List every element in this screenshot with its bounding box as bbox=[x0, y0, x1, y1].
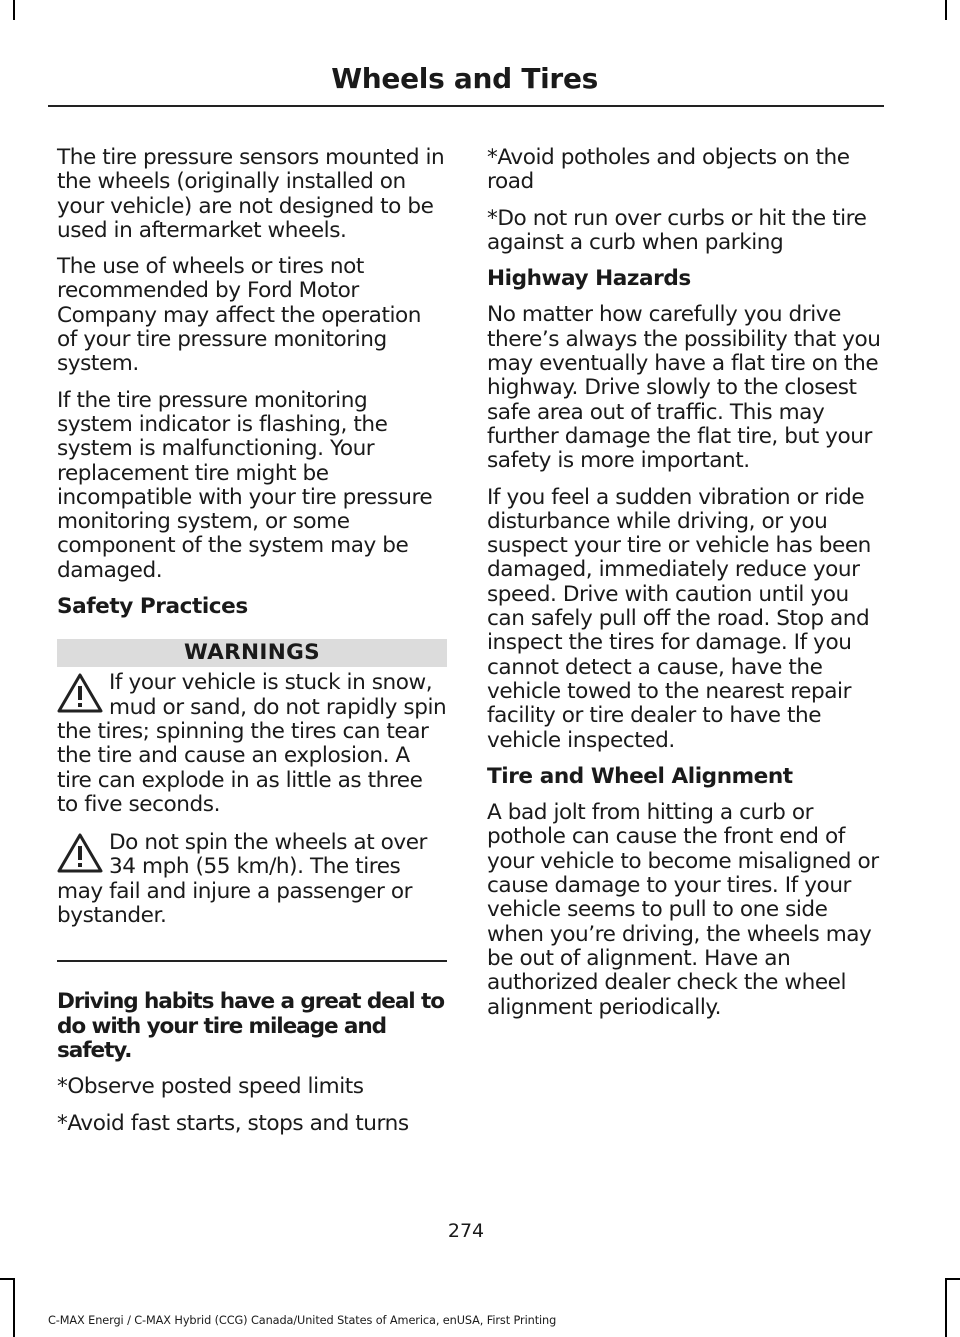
warnings-end-divider bbox=[57, 960, 447, 962]
non-recommended-tires-paragraph: The use of wheels or tires not recommended by Ford Motor Company may affect the operation of your tire pressure monitoring system. bbox=[57, 254, 422, 377]
right-column bbox=[487, 146, 882, 1032]
driving-habits-heading: Driving habits have a great deal to do with your tire mileage and safety. bbox=[57, 989, 444, 1063]
crop-mark-bottom-left-horizontal bbox=[0, 1278, 15, 1280]
warning-wheel-spin-speed-text: Do not spin the wheels at over 34 mph (55 km/h). The tires may fail and injure a passenger or bystander. bbox=[57, 830, 427, 929]
habit-fast-starts: *Avoid fast starts, stops and turns bbox=[57, 1110, 409, 1136]
habit-curbs: *Do not run over curbs or hit the tire against a curb when parking bbox=[487, 205, 867, 255]
header-divider bbox=[48, 105, 884, 107]
warning-triangle-icon bbox=[57, 673, 103, 713]
crop-mark-top-left-vertical bbox=[13, 0, 15, 20]
habit-potholes: *Avoid potholes and objects on the road bbox=[487, 145, 850, 195]
page-number: 274 bbox=[447, 1220, 485, 1242]
document-footer: C-MAX Energi / C-MAX Hybrid (CCG) Canada/United States of America, enUSA, First Printing bbox=[48, 1314, 557, 1327]
warning-wheel-spin-speed bbox=[57, 831, 447, 928]
crop-mark-bottom-left-vertical bbox=[13, 1280, 15, 1337]
highway-hazards-heading: Highway Hazards bbox=[487, 266, 691, 292]
warning-stuck-vehicle-text: If your vehicle is stuck in snow, mud or sand, do not rapidly spin the tires; spinning the tires can tear the tire and cause an explosion. A tire can explode in as little as three to five seconds. bbox=[57, 670, 447, 817]
sensor-compatibility-paragraph: The tire pressure sensors mounted in the wheels (originally installed on your vehicle) are not designed to be used in aftermarket wheels. bbox=[57, 145, 445, 243]
safety-practices-heading: Safety Practices bbox=[57, 594, 248, 620]
alignment-paragraph: A bad jolt from hitting a curb or pothole can cause the front end of your vehicle to become misaligned or cause damage to your tires. If your vehicle seems to pull to one side when you’re driving, the wheels may be out of alignment. Have an authorized dealer check the wheel alignment periodically. bbox=[487, 800, 879, 1020]
section-title: Wheels and Tires bbox=[331, 62, 598, 95]
crop-mark-bottom-right-horizontal bbox=[945, 1278, 960, 1280]
crop-mark-bottom-right-vertical bbox=[945, 1280, 947, 1337]
vibration-paragraph: If you feel a sudden vibration or ride disturbance while driving, or you suspect your tire or vehicle has been damaged, immediately reduce your speed. Drive with caution until you can safely pull off the road. Stop and inspect the tires for damage. If you cannot detect a cause, have the vehicle towed to the nearest repair facility or tire dealer to have the vehicle inspected. bbox=[487, 484, 871, 753]
habit-speed-limits: *Observe posted speed limits bbox=[57, 1074, 364, 1100]
flat-tire-paragraph: No matter how carefully you drive there’s always the possibility that you may eventually have a flat tire on the highway. Drive slowly to the closest safe area out of traffic. This may further damage the flat tire, but your safety is more important. bbox=[487, 302, 881, 474]
warning-triangle-icon bbox=[57, 833, 103, 873]
crop-mark-top-right-vertical bbox=[945, 0, 947, 20]
warning-stuck-vehicle bbox=[57, 671, 447, 817]
alignment-heading: Tire and Wheel Alignment bbox=[487, 763, 793, 789]
indicator-flashing-paragraph: If the tire pressure monitoring system indicator is flashing, the system is malfunctioning. Your replacement tire might be incompatible with your tire pressure monitoring system, or some component of the system may be damaged. bbox=[57, 387, 433, 583]
warnings-banner: WARNINGS bbox=[57, 639, 447, 667]
left-column bbox=[57, 146, 447, 1148]
